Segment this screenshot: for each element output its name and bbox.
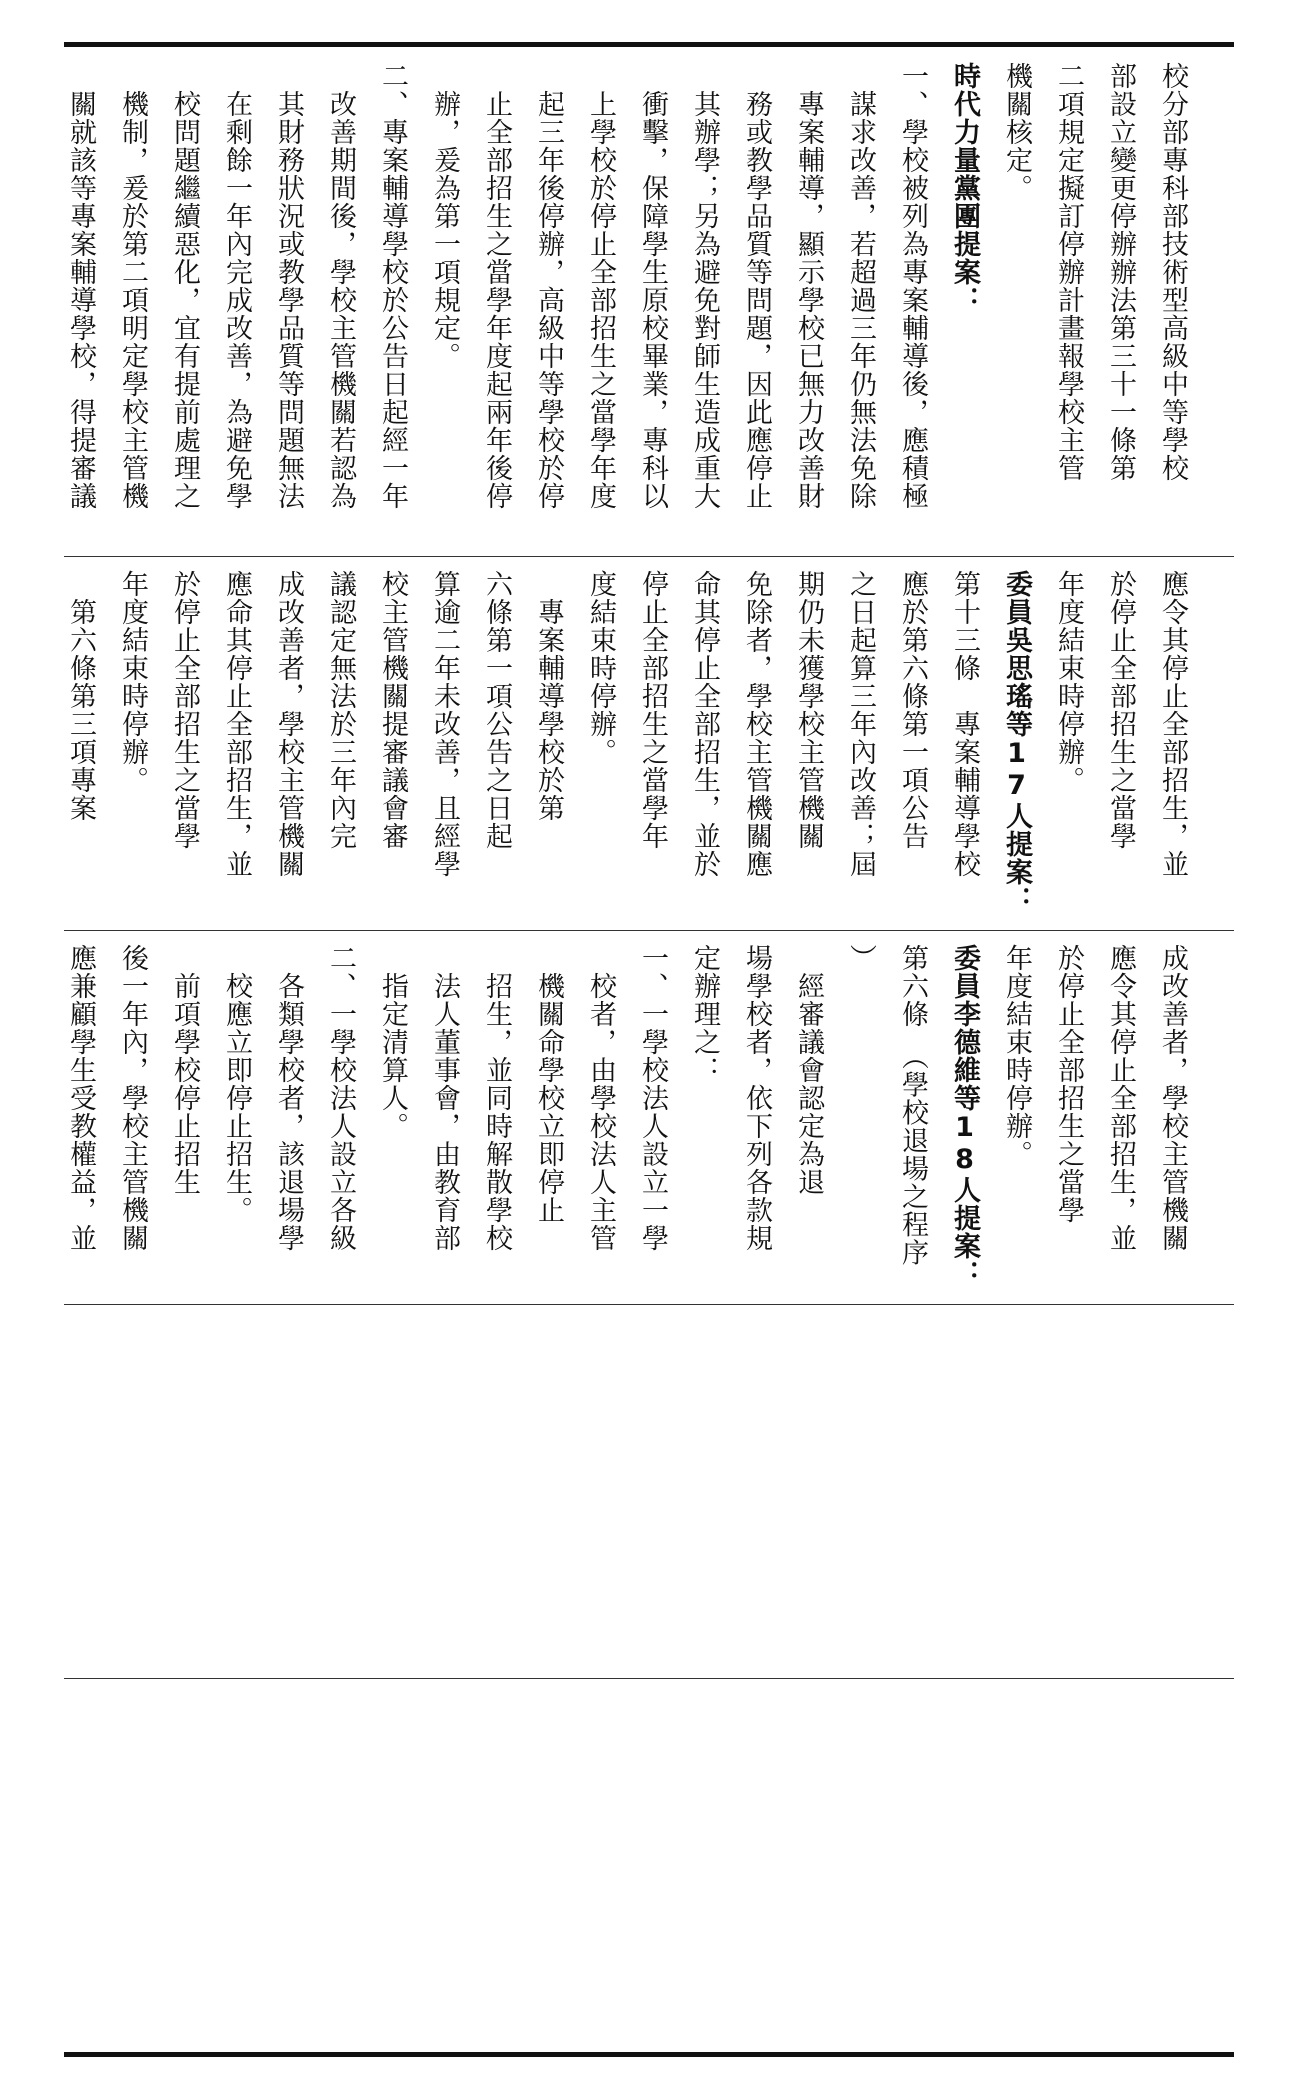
vertical-text-column-group xyxy=(64,932,1234,1302)
proposal-heading: 時代力量黨團提案： xyxy=(949,62,980,314)
text-line: 前項學校停止招生 xyxy=(169,944,200,1196)
text-line: 校者，由學校法人主管 xyxy=(585,944,616,1252)
text-line: 在剩餘一年內完成改善，為避免學 xyxy=(221,62,252,510)
text-line: 部設立變更停辦辦法第三十一條第 xyxy=(1105,62,1136,482)
text-line: 議認定無法於三年內完 xyxy=(325,570,356,850)
text-line: 度結束時停辦。 xyxy=(585,570,616,766)
text-line: 年度結束時停辦。 xyxy=(1001,944,1032,1168)
text-line: 衝擊，保障學生原校畢業，專科以 xyxy=(637,62,668,510)
text-line: 停止全部招生之當學年 xyxy=(637,570,668,850)
text-line: 謀求改善，若超過三年仍無法免除 xyxy=(845,62,876,510)
text-block-li-dewei-proposal xyxy=(64,932,1234,1302)
text-line: ） xyxy=(845,944,876,972)
text-line: 之日起算三年內改善；屆 xyxy=(845,570,876,878)
text-line: 於停止全部招生之當學 xyxy=(169,570,200,850)
text-line: 辦，爰為第一項規定。 xyxy=(429,62,460,370)
text-line: 年度結束時停辦。 xyxy=(1053,570,1084,794)
text-line: 起三年後停辦，高級中等學校於停 xyxy=(533,62,564,510)
blank-row xyxy=(64,1680,1234,2050)
text-line: 機關命學校立即停止 xyxy=(533,944,564,1224)
text-line: 校問題繼續惡化，宜有提前處理之 xyxy=(169,62,200,510)
text-line: 第十三條 專案輔導學校 xyxy=(949,570,980,878)
text-line: 機關核定。 xyxy=(1001,62,1032,202)
text-line: 成改善者，學校主管機關 xyxy=(273,570,304,878)
proposal-heading: 委員吳思瑤等17人提案： xyxy=(1001,570,1032,914)
text-block-wu-siyao-proposal xyxy=(64,558,1234,928)
text-line: 機制，爰於第二項明定學校主管機 xyxy=(117,62,148,510)
row-divider-2 xyxy=(64,930,1234,931)
text-line: 第六條第三項專案 xyxy=(65,570,96,822)
row-divider-1 xyxy=(64,556,1234,557)
text-line: 於停止全部招生之當學 xyxy=(1053,944,1084,1224)
text-line: 定辦理之： xyxy=(689,944,720,1084)
text-line: 免除者，學校主管機關應 xyxy=(741,570,772,878)
text-line: 專案輔導學校於第 xyxy=(533,570,564,822)
text-line: 場學校者，依下列各款規 xyxy=(741,944,772,1252)
text-line: 招生，並同時解散學校 xyxy=(481,944,512,1252)
row-divider-4 xyxy=(64,1678,1234,1679)
vertical-text-column-group xyxy=(64,50,1234,554)
text-line: 經審議會認定為退 xyxy=(793,944,824,1196)
text-block-party-caucus xyxy=(64,50,1234,554)
text-line: 算逾二年未改善，且經學 xyxy=(429,570,460,878)
text-line: 六條第一項公告之日起 xyxy=(481,570,512,850)
text-line: 校應立即停止招生。 xyxy=(221,944,252,1224)
bottom-rule xyxy=(64,2052,1234,2057)
text-line: 應令其停止全部招生，並 xyxy=(1105,944,1136,1252)
blank-row xyxy=(64,1306,1234,1676)
text-line: 應兼顧學生受教權益，並 xyxy=(65,944,96,1252)
text-line: 各類學校者，該退場學 xyxy=(273,944,304,1252)
text-line: 其辦學；另為避免對師生造成重大 xyxy=(689,62,720,510)
top-rule xyxy=(64,42,1234,47)
text-line: 二、一學校法人設立各級 xyxy=(325,944,356,1252)
text-line: 止全部招生之當學年度起兩年後停 xyxy=(481,62,512,510)
text-line: 期仍未獲學校主管機關 xyxy=(793,570,824,850)
text-line: 專案輔導，顯示學校已無力改善財 xyxy=(793,62,824,510)
text-line: 二、專案輔導學校於公告日起經一年 xyxy=(377,62,408,510)
text-line: 法人董事會，由教育部 xyxy=(429,944,460,1252)
vertical-text-column-group xyxy=(64,558,1234,928)
text-line: 指定清算人。 xyxy=(377,944,408,1140)
text-line: 其財務狀況或教學品質等問題無法 xyxy=(273,62,304,510)
proposal-heading: 委員李德維等18人提案： xyxy=(949,944,980,1288)
text-line: 於停止全部招生之當學 xyxy=(1105,570,1136,850)
text-line: 命其停止全部招生，並於 xyxy=(689,570,720,878)
text-line: 成改善者，學校主管機關 xyxy=(1157,944,1188,1252)
text-line: 校主管機關提審議會審 xyxy=(377,570,408,850)
text-line: 年度結束時停辦。 xyxy=(117,570,148,794)
text-line: 一、一學校法人設立一學 xyxy=(637,944,668,1252)
text-line: 一、學校被列為專案輔導後，應積極 xyxy=(897,62,928,510)
text-line: 第六條 （學校退場之程序 xyxy=(897,944,928,1267)
text-line: 後一年內，學校主管機關 xyxy=(117,944,148,1252)
text-line: 應命其停止全部招生，並 xyxy=(221,570,252,878)
text-line: 改善期間後，學校主管機關若認為 xyxy=(325,62,356,510)
text-line: 關就該等專案輔導學校，得提審議 xyxy=(65,62,96,510)
text-line: 二項規定擬訂停辦計畫報學校主管 xyxy=(1053,62,1084,482)
text-line: 上學校於停止全部招生之當學年度 xyxy=(585,62,616,510)
text-line: 應於第六條第一項公告 xyxy=(897,570,928,850)
text-line: 務或教學品質等問題，因此應停止 xyxy=(741,62,772,510)
text-line: 應令其停止全部招生，並 xyxy=(1157,570,1188,878)
row-divider-3 xyxy=(64,1304,1234,1305)
text-line: 校分部專科部技術型高級中等學校 xyxy=(1157,62,1188,482)
